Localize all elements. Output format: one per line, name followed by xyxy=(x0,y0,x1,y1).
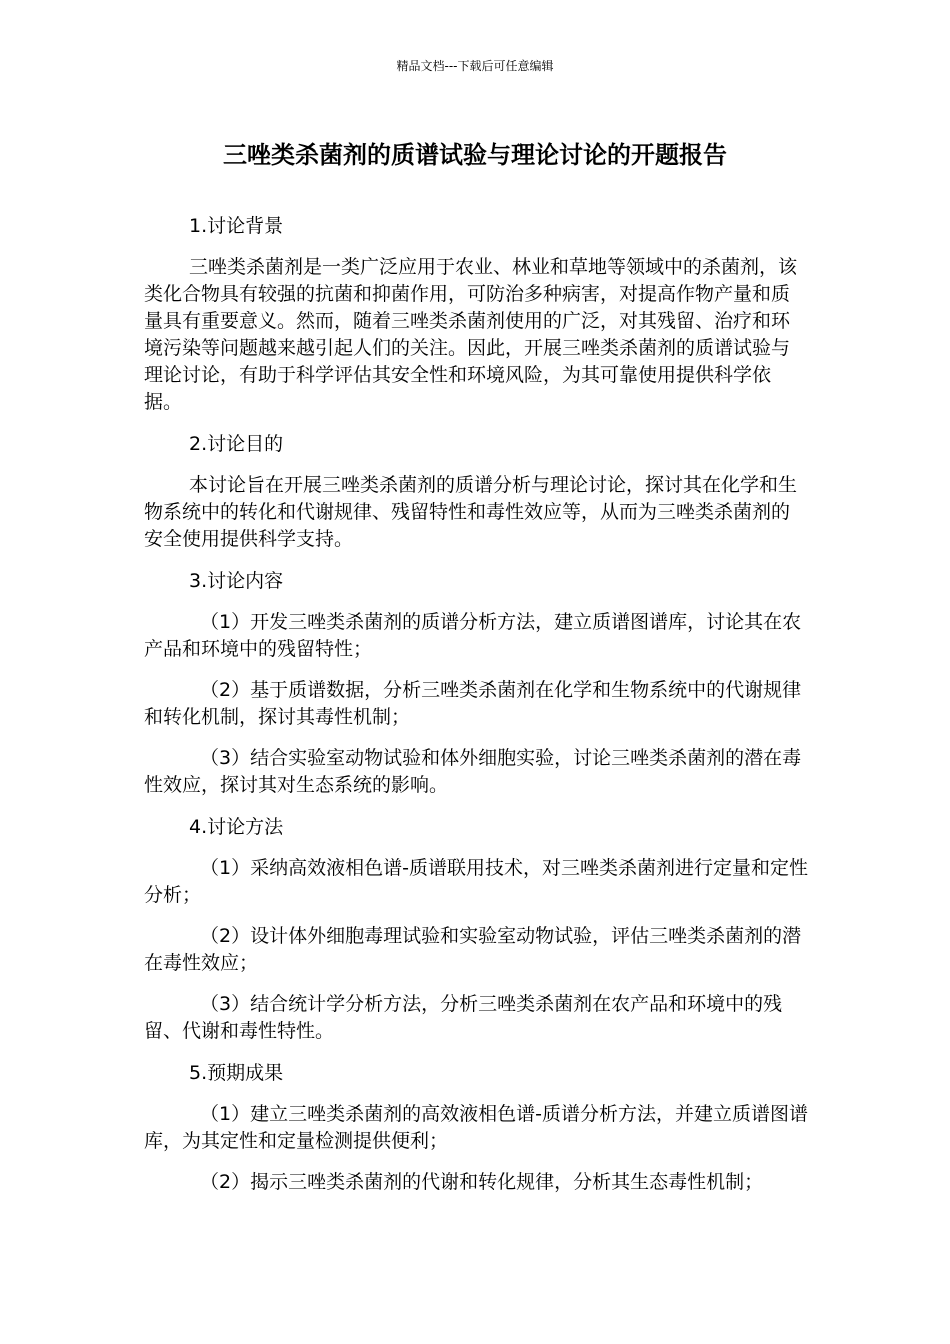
section-heading-content: 3.讨论内容 xyxy=(189,570,284,592)
list-item: （3）结合实验室动物试验和体外细胞实验，讨论三唑类杀菌剂的潜在毒性效应，探讨其对生态系统的影响。 xyxy=(144,747,802,796)
list-item: （2）设计体外细胞毒理试验和实验室动物试验，评估三唑类杀菌剂的潜在毒性效应； xyxy=(144,925,802,974)
list-item: （3）结合统计学分析方法，分析三唑类杀菌剂在农产品和环境中的残留、代谢和毒性特性。 xyxy=(144,993,783,1042)
list-item: （1）建立三唑类杀菌剂的高效液相色谱-质谱分析方法，并建立质谱图谱库，为其定性和定量检测提供便利； xyxy=(144,1103,808,1152)
list-item: （1）开发三唑类杀菌剂的质谱分析方法，建立质谱图谱库，讨论其在农产品和环境中的残留特性； xyxy=(144,611,802,660)
header-note: 精品文档---下载后可任意编辑 xyxy=(396,59,554,73)
section-paragraph-purpose: 本讨论旨在开展三唑类杀菌剂的质谱分析与理论讨论，探讨其在化学和生物系统中的转化和代谢规律、残留特性和毒性效应等，从而为三唑类杀菌剂的安全使用提供科学支持。 xyxy=(144,474,798,550)
document-body xyxy=(144,212,808,1210)
section-heading-purpose: 2.讨论目的 xyxy=(189,433,284,455)
section-heading-methods: 4.讨论方法 xyxy=(189,816,284,838)
section-paragraph-background: 三唑类杀菌剂是一类广泛应用于农业、林业和草地等领域中的杀菌剂，该类化合物具有较强的抗菌和抑菌作用，可防治多种病害，对提高作物产量和质量具有重要意义。然而，随着三唑类杀菌剂使用的广泛，对其残留、治疗和环境污染等问题越来越引起人们的关注。因此，开展三唑类杀菌剂的质谱试验与理论讨论，有助于科学评估其安全性和环境风险，为其可靠使用提供科学依据。 xyxy=(144,256,798,413)
list-item: （2）基于质谱数据，分析三唑类杀菌剂在化学和生物系统中的代谢规律和转化机制，探讨其毒性机制； xyxy=(144,679,802,728)
document-title: 三唑类杀菌剂的质谱试验与理论讨论的开题报告 xyxy=(223,141,727,169)
list-item: （1）采纳高效液相色谱-质谱联用技术，对三唑类杀菌剂进行定量和定性分析； xyxy=(144,857,808,906)
list-item: （2）揭示三唑类杀菌剂的代谢和转化规律，分析其生态毒性机制； xyxy=(200,1171,764,1193)
section-heading-outcomes: 5.预期成果 xyxy=(189,1062,284,1084)
section-heading-background: 1.讨论背景 xyxy=(189,215,284,237)
